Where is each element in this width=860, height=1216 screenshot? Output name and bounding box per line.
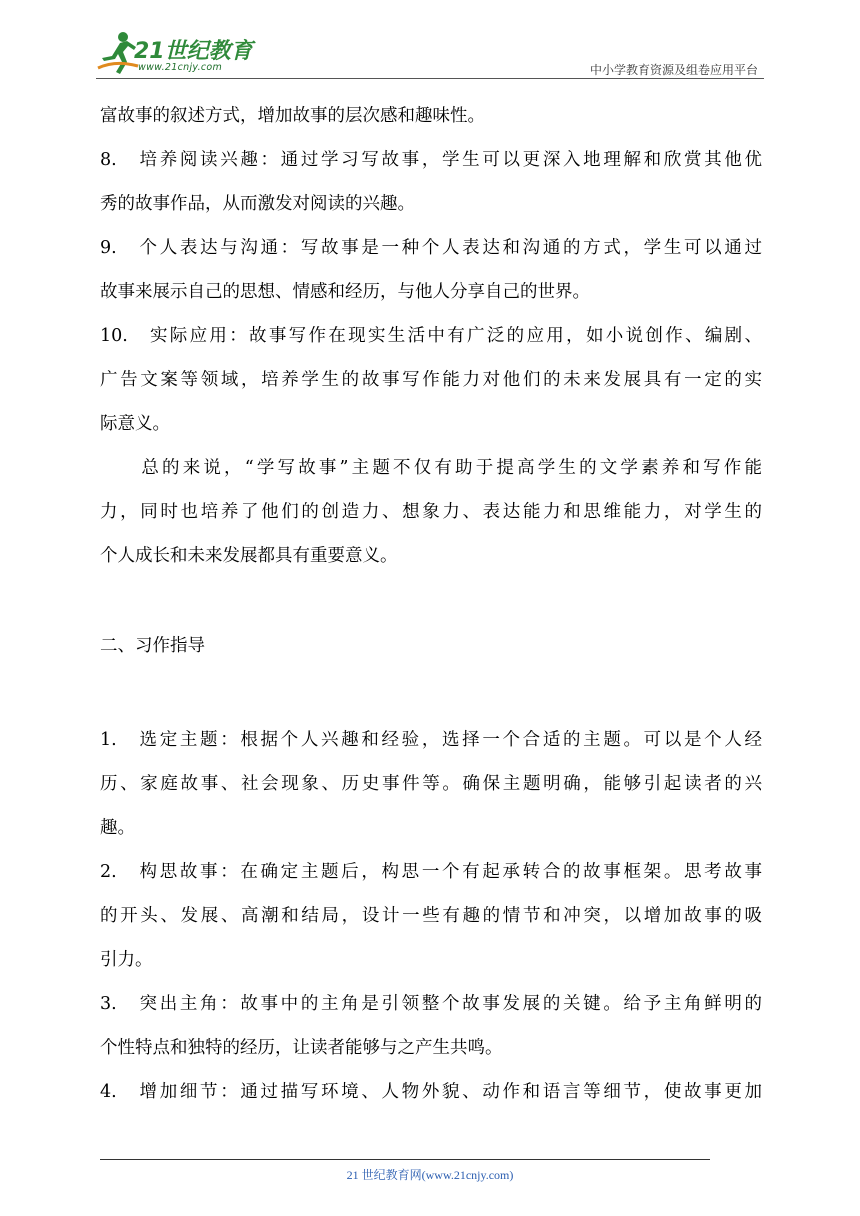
text-line: 9. 个人表达与沟通：写故事是一种个人表达和沟通的方式，学生可以通过 [100, 238, 762, 258]
text-line: 总的来说，“学写故事”主题不仅有助于提高学生的文学素养和写作能 [100, 458, 762, 478]
text-line: 秀的故事作品，从而激发对阅读的兴趣。 [100, 194, 415, 214]
text-line: 个人成长和未来发展都具有重要意义。 [100, 546, 398, 566]
text-line: 个性特点和独特的经历，让读者能够与之产生共鸣。 [100, 1038, 503, 1058]
text-line: 4. 增加细节：通过描写环境、人物外貌、动作和语言等细节，使故事更加 [100, 1082, 762, 1102]
logo-title: 21世纪教育 [134, 39, 253, 64]
header-platform-label: 中小学教育资源及组卷应用平台 [589, 63, 758, 77]
text-line: 8. 培养阅读兴趣：通过学习写故事，学生可以更深入地理解和欣赏其他优 [100, 150, 762, 170]
text-line: 故事来展示自己的思想、情感和经历，与他人分享自己的世界。 [100, 282, 590, 302]
text-line: 1. 选定主题：根据个人兴趣和经验，选择一个合适的主题。可以是个人经 [100, 730, 762, 750]
text-line: 引力。 [100, 950, 153, 970]
text-line: 的开头、发展、高潮和结局，设计一些有趣的情节和冲突，以增加故事的吸 [100, 906, 762, 926]
text-line: 广告文案等领域，培养学生的故事写作能力对他们的未来发展具有一定的实 [100, 370, 762, 390]
section-heading: 二、习作指导 [100, 636, 205, 656]
logo-url: www.21cnjy.com [138, 62, 223, 73]
footer-site-link[interactable]: 21 世纪教育网(www.21cnjy.com) [346, 1168, 514, 1182]
text-line: 趣。 [100, 818, 135, 838]
text-line: 3. 突出主角：故事中的主角是引领整个故事发展的关键。给予主角鲜明的 [100, 994, 762, 1014]
site-logo [96, 30, 266, 80]
text-line: 历、家庭故事、社会现象、历史事件等。确保主题明确，能够引起读者的兴 [100, 774, 762, 794]
text-line: 力，同时也培养了他们的创造力、想象力、表达能力和思维能力，对学生的 [100, 502, 762, 522]
text-line: 富故事的叙述方式，增加故事的层次感和趣味性。 [100, 106, 485, 126]
text-line: 际意义。 [100, 414, 170, 434]
page-header [96, 30, 764, 80]
text-line: 10. 实际应用：故事写作在现实生活中有广泛的应用，如小说创作、编剧、 [100, 326, 762, 346]
text-line: 2. 构思故事：在确定主题后，构思一个有起承转合的故事框架。思考故事 [100, 862, 762, 882]
header-divider [96, 78, 764, 79]
footer-divider [100, 1159, 710, 1160]
